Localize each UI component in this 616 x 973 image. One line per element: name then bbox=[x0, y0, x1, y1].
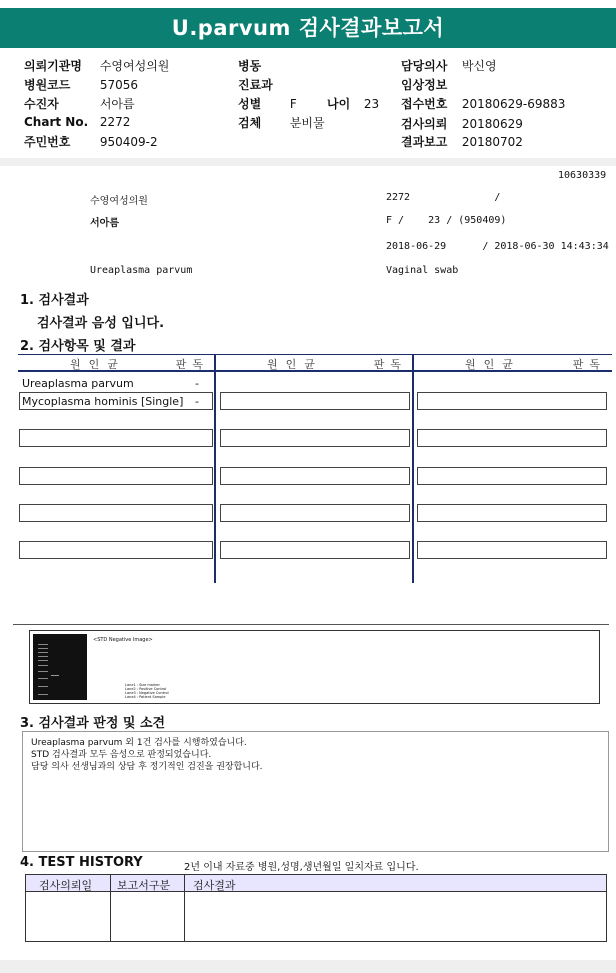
header-label: 병동 bbox=[238, 59, 262, 73]
divider bbox=[13, 624, 609, 625]
overlay-sex-age: F / 23 / (950409) bbox=[386, 215, 507, 226]
history-table bbox=[25, 874, 607, 942]
header-row-clinical-info bbox=[401, 76, 462, 93]
result-row-name: Mycoplasma hominis [Single] bbox=[22, 395, 184, 408]
header-value: 수영여성의원 bbox=[99, 59, 170, 73]
gel-legend-item: Lane2 : Positive Control bbox=[125, 687, 167, 691]
comment-line: 담당 의사 선생님과의 상담 후 정기적인 검진을 권장합니다. bbox=[31, 762, 263, 772]
empty-result-box bbox=[220, 504, 410, 522]
header-result: 판독 bbox=[175, 358, 209, 371]
header-row-age bbox=[327, 95, 379, 112]
history-note: 2년 이내 자료중 병원,성명,생년월일 일치자료 입니다. bbox=[184, 862, 419, 873]
header-value: 950409-2 bbox=[99, 135, 158, 149]
header-row-clinic bbox=[24, 57, 169, 74]
table-header-col-3 bbox=[413, 355, 612, 372]
header-value: 57056 bbox=[99, 78, 139, 92]
section-4-heading: 4. TEST HISTORY bbox=[20, 855, 143, 870]
column-divider bbox=[412, 355, 414, 583]
result-summary: 검사결과 음성 입니다. bbox=[37, 316, 165, 331]
header-organism: 원인균 bbox=[267, 358, 323, 371]
result-row-value: - bbox=[195, 395, 199, 408]
header-label: Chart No. bbox=[24, 115, 89, 129]
empty-result-box bbox=[220, 429, 410, 447]
header-label: 병원코드 bbox=[24, 78, 71, 92]
empty-result-box bbox=[19, 504, 213, 522]
gel-image bbox=[33, 634, 87, 700]
report-title: U.parvum 검사결과보고서 bbox=[0, 8, 616, 48]
history-col-result: 검사결과 bbox=[193, 879, 236, 892]
empty-result-box bbox=[417, 504, 607, 522]
table-header-col-1 bbox=[18, 355, 215, 372]
header-label: 임상정보 bbox=[401, 78, 448, 92]
gel-image-label: <STD Negative Image> bbox=[93, 637, 153, 643]
header-row-department bbox=[238, 76, 290, 93]
header-row-sex bbox=[238, 95, 297, 112]
header-organism: 원인균 bbox=[465, 358, 521, 371]
result-row-name: Ureaplasma parvum bbox=[22, 377, 134, 390]
header-value: 20180629-69883 bbox=[461, 97, 566, 111]
overlay-clinic: 수영여성의원 bbox=[90, 196, 148, 207]
header-label: 성별 bbox=[238, 97, 262, 111]
overlay-specimen: Vaginal swab bbox=[386, 265, 459, 276]
overlay-chart: 2272 / bbox=[386, 192, 501, 203]
gel-legend bbox=[125, 683, 169, 699]
gel-legend-item: Lane1 : Size marker bbox=[125, 683, 160, 687]
section-2-heading: 2. 검사항목 및 결과 bbox=[20, 339, 136, 354]
header-row-chart-no bbox=[24, 115, 130, 129]
header-row-patient bbox=[24, 95, 135, 112]
header-value: 20180629 bbox=[461, 117, 523, 131]
header-label: 나이 bbox=[327, 97, 351, 111]
header-label: 수진자 bbox=[24, 97, 59, 111]
result-row-value: - bbox=[195, 377, 199, 390]
barcode-number: 10630339 bbox=[558, 170, 607, 181]
empty-result-box bbox=[417, 541, 607, 559]
section-1-heading: 1. 검사결과 bbox=[20, 293, 89, 308]
table-header-col-2 bbox=[215, 355, 413, 372]
header-label: 의뢰기관명 bbox=[24, 59, 82, 73]
empty-result-box bbox=[417, 392, 607, 410]
empty-result-box bbox=[417, 429, 607, 447]
separator bbox=[0, 158, 616, 166]
header-row-specimen bbox=[238, 114, 325, 131]
empty-result-box bbox=[417, 467, 607, 485]
header-label: 접수번호 bbox=[401, 97, 448, 111]
header-organism: 원인균 bbox=[70, 358, 126, 371]
header-value: 2272 bbox=[99, 115, 131, 129]
header-result: 판독 bbox=[373, 358, 407, 371]
header-label: 검사의뢰 bbox=[401, 117, 448, 131]
header-label: 검체 bbox=[238, 116, 262, 130]
header-value: 박신영 bbox=[461, 59, 497, 73]
empty-result-box bbox=[19, 541, 213, 559]
header-result: 판독 bbox=[572, 358, 606, 371]
header-value: 서아름 bbox=[99, 97, 135, 111]
header-value: 분비물 bbox=[289, 116, 325, 130]
empty-result-box bbox=[220, 541, 410, 559]
section-3-heading: 3. 검사결과 판정 및 소견 bbox=[20, 716, 166, 731]
gel-legend-item: Lane4 : Patient Sample bbox=[125, 695, 166, 699]
header-label: 담당의사 bbox=[401, 59, 448, 73]
comment-line: STD 검사결과 모두 음성으로 판정되었습니다. bbox=[31, 750, 212, 760]
history-col-request-date: 검사의뢰일 bbox=[39, 879, 93, 892]
overlay-name: 서아름 bbox=[90, 218, 119, 229]
header-value: 23 bbox=[363, 97, 380, 111]
history-col-report-type: 보고서구분 bbox=[117, 879, 171, 892]
empty-result-box bbox=[220, 467, 410, 485]
header-label: 주민번호 bbox=[24, 135, 71, 149]
header-value: F bbox=[289, 97, 297, 111]
gel-image-panel bbox=[29, 630, 600, 704]
header-row-request-date bbox=[401, 115, 523, 132]
header-row-receipt-no bbox=[401, 95, 565, 112]
header-label: 진료과 bbox=[238, 78, 273, 92]
overlay-dates: 2018-06-29 / 2018-06-30 14:43:34 bbox=[386, 241, 609, 252]
header-row-doctor bbox=[401, 57, 497, 74]
empty-result-box bbox=[220, 392, 410, 410]
header-label: 결과보고 bbox=[401, 135, 448, 149]
header-row-ward bbox=[238, 57, 290, 74]
gel-legend-item: Lane3 : Negative Control bbox=[125, 691, 169, 695]
header-value: 20180702 bbox=[461, 135, 523, 149]
header-row-hospital-code bbox=[24, 76, 138, 93]
footer-band bbox=[0, 960, 616, 973]
empty-result-box bbox=[19, 467, 213, 485]
header-row-id-number bbox=[24, 133, 158, 150]
header-row-report-date bbox=[401, 133, 523, 150]
comment-box bbox=[22, 731, 609, 852]
column-divider bbox=[214, 355, 216, 583]
empty-result-box bbox=[19, 429, 213, 447]
overlay-organism: Ureaplasma parvum bbox=[90, 265, 193, 276]
comment-line: Ureaplasma parvum 외 1건 검사를 시행하였습니다. bbox=[31, 738, 247, 748]
